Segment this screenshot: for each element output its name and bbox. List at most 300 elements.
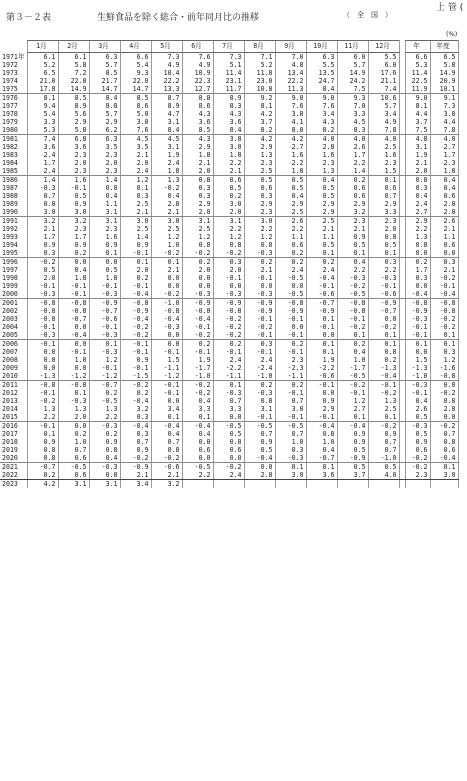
- month-value-cell: 8.2: [306, 126, 337, 135]
- month-value-cell: 0.9: [337, 233, 368, 241]
- month-value-cell: -1.3: [368, 364, 399, 372]
- month-value-cell: 0.8: [306, 430, 337, 438]
- table-row: [0, 413, 458, 422]
- month-value-cell: 3.8: [213, 135, 244, 144]
- annual-value-cell: 0.4: [405, 397, 430, 405]
- month-value-cell: 0.1: [213, 381, 244, 390]
- column-header: 12月: [368, 41, 399, 53]
- month-value-cell: 0.1: [27, 430, 58, 438]
- month-value-cell: 3.1: [89, 480, 120, 489]
- column-header: 8月: [244, 41, 275, 53]
- annual-value-cell: 3.1: [405, 143, 430, 151]
- month-value-cell: 0.4: [89, 192, 120, 200]
- table-row: [0, 446, 458, 454]
- table-row: [0, 340, 458, 349]
- table-row: [0, 323, 458, 331]
- month-value-cell: 22.8: [58, 77, 89, 85]
- year-cell: 2008: [2, 356, 18, 364]
- month-value-cell: 1.0: [58, 356, 89, 364]
- month-value-cell: 3.0: [151, 217, 182, 226]
- month-value-cell: -0.2: [213, 315, 244, 323]
- month-value-cell: 5.0: [120, 110, 151, 118]
- month-value-cell: 17.6: [368, 69, 399, 77]
- fiscal-year-value-cell: 0.0: [430, 413, 458, 422]
- month-value-cell: -0.1: [213, 274, 244, 282]
- month-value-cell: 13.3: [151, 85, 182, 94]
- month-value-cell: 0.8: [182, 241, 213, 249]
- month-value-cell: 0.0: [151, 340, 182, 349]
- month-value-cell: -0.3: [58, 397, 89, 405]
- table-row: [0, 356, 458, 364]
- month-value-cell: 0.5: [213, 184, 244, 192]
- month-value-cell: 7.6: [306, 102, 337, 110]
- month-value-cell: -0.1: [306, 413, 337, 422]
- annual-value-cell: -0.1: [405, 331, 430, 340]
- month-value-cell: -0.3: [244, 249, 275, 258]
- month-value-cell: 3.6: [182, 118, 213, 126]
- month-value-cell: 5.7: [368, 102, 399, 110]
- month-value-cell: 0.5: [244, 446, 275, 454]
- month-value-cell: -0.2: [368, 422, 399, 431]
- annual-value-cell: 0.5: [405, 413, 430, 422]
- month-value-cell: -0.4: [151, 422, 182, 431]
- table-row: [0, 77, 458, 85]
- month-value-cell: 8.3: [213, 102, 244, 110]
- month-value-cell: 0.1: [306, 315, 337, 323]
- month-value-cell: -0.5: [244, 422, 275, 431]
- month-value-cell: 0.1: [368, 340, 399, 349]
- month-value-cell: 6.2: [89, 126, 120, 135]
- annual-value-cell: 4.8: [405, 135, 430, 144]
- month-value-cell: 1.2: [182, 233, 213, 241]
- fiscal-year-value-cell: 2.3: [430, 159, 458, 167]
- page-title: 生鮮食品を除く総合・前年同月比の推移: [97, 13, 260, 23]
- month-value-cell: 14.7: [89, 85, 120, 94]
- month-value-cell: -0.8: [58, 307, 89, 315]
- month-value-cell: -0.3: [151, 323, 182, 331]
- annual-value-cell: -1.3: [405, 364, 430, 372]
- month-value-cell: 2.5: [120, 225, 151, 233]
- month-value-cell: -1.2: [58, 372, 89, 381]
- table-row: [0, 126, 458, 135]
- year-cell: 1988: [2, 192, 18, 200]
- month-value-cell: 2.2: [275, 225, 306, 233]
- month-value-cell: 1.4: [27, 176, 58, 185]
- month-value-cell: 0.1: [120, 258, 151, 267]
- table-row: [0, 225, 458, 233]
- month-value-cell: -0.2: [182, 249, 213, 258]
- month-value-cell: 2.2: [244, 225, 275, 233]
- fiscal-year-value-cell: [430, 480, 458, 489]
- month-value-cell: 8.5: [58, 94, 89, 103]
- month-value-cell: 5.8: [58, 61, 89, 69]
- fiscal-year-value-cell: 0.3: [430, 348, 458, 356]
- year-cell: 2023: [2, 480, 18, 488]
- month-value-cell: 0.9: [89, 241, 120, 249]
- month-value-cell: 0.2: [368, 356, 399, 364]
- month-value-cell: 2.5: [120, 200, 151, 208]
- month-value-cell: -1.0: [368, 454, 399, 463]
- year-cell: 1971年: [2, 52, 25, 61]
- month-value-cell: 0.0: [213, 454, 244, 463]
- month-value-cell: 0.9: [337, 430, 368, 438]
- fiscal-year-value-cell: 2.8: [430, 200, 458, 208]
- month-value-cell: 0.5: [58, 192, 89, 200]
- month-value-cell: 0.0: [58, 422, 89, 431]
- month-value-cell: 2.9: [306, 405, 337, 413]
- month-value-cell: 0.3: [213, 258, 244, 267]
- month-value-cell: -0.9: [337, 454, 368, 463]
- month-value-cell: -2.3: [275, 364, 306, 372]
- month-value-cell: -0.1: [244, 331, 275, 340]
- year-cell: 1995: [0, 249, 27, 258]
- month-value-cell: 0.1: [337, 249, 368, 258]
- month-value-cell: 8.1: [244, 102, 275, 110]
- month-value-cell: 7.0: [337, 102, 368, 110]
- fiscal-year-value-cell: 7.3: [430, 102, 458, 110]
- month-value-cell: 2.0: [368, 225, 399, 233]
- annual-value-cell: -0.2: [405, 463, 430, 472]
- month-value-cell: 2.5: [368, 143, 399, 151]
- month-value-cell: 0.8: [27, 356, 58, 364]
- month-value-cell: 2.7: [275, 143, 306, 151]
- month-value-cell: -0.3: [368, 274, 399, 282]
- month-value-cell: 2.0: [213, 266, 244, 274]
- month-value-cell: 0.4: [337, 348, 368, 356]
- month-value-cell: 1.3: [27, 405, 58, 413]
- month-value-cell: 6.1: [58, 53, 89, 62]
- month-value-cell: 2.9: [244, 200, 275, 208]
- fiscal-year-value-cell: 2.7: [430, 143, 458, 151]
- month-value-cell: -0.1: [151, 348, 182, 356]
- month-value-cell: -0.1: [275, 315, 306, 323]
- month-value-cell: 2.0: [58, 159, 89, 167]
- month-value-cell: 0.0: [89, 184, 120, 192]
- month-value-cell: 0.4: [58, 266, 89, 274]
- fiscal-year-value-cell: 6.5: [430, 53, 458, 62]
- month-value-cell: -0.4: [120, 422, 151, 431]
- month-value-cell: 2.3: [244, 208, 275, 217]
- month-value-cell: -0.8: [58, 381, 89, 390]
- month-value-cell: 1.8: [275, 167, 306, 176]
- month-value-cell: -0.1: [58, 290, 89, 299]
- month-value-cell: -0.2: [213, 249, 244, 258]
- month-value-cell: -1.7: [337, 364, 368, 372]
- month-value-cell: -0.3: [27, 331, 58, 340]
- fiscal-year-value-cell: 0.4: [430, 176, 458, 185]
- month-value-cell: 1.0: [151, 241, 182, 249]
- month-value-cell: -0.1: [151, 381, 182, 390]
- table-row: [0, 159, 458, 167]
- month-value-cell: 0.0: [151, 331, 182, 340]
- table-row: [0, 307, 458, 315]
- month-value-cell: 5.6: [58, 110, 89, 118]
- month-value-cell: 14.9: [58, 85, 89, 94]
- annual-value-cell: 2.3: [405, 471, 430, 480]
- fiscal-year-value-cell: 14.9: [430, 69, 458, 77]
- corner-text: 上 管 (: [436, 3, 464, 13]
- month-value-cell: -0.3: [89, 290, 120, 299]
- year-cell: 2003: [2, 315, 18, 323]
- month-value-cell: 8.8: [182, 94, 213, 103]
- month-value-cell: 0.8: [89, 446, 120, 454]
- fiscal-year-value-cell: -0.4: [430, 290, 458, 299]
- month-value-cell: 1.6: [275, 151, 306, 159]
- table-row: [0, 422, 458, 431]
- fiscal-year-value-cell: 2.8: [430, 208, 458, 217]
- fiscal-year-value-cell: -0.4: [430, 454, 458, 463]
- year-cell: 1997: [2, 266, 18, 274]
- table-row: [0, 454, 458, 463]
- month-value-cell: 2.0: [89, 159, 120, 167]
- fiscal-year-value-cell: -0.2: [430, 315, 458, 323]
- fiscal-year-value-cell: 3.8: [430, 110, 458, 118]
- year-cell: 1999: [2, 282, 18, 290]
- annual-value-cell: 0.0: [405, 249, 430, 258]
- column-header: 10月: [306, 41, 337, 53]
- month-value-cell: 2.0: [182, 167, 213, 176]
- month-value-cell: -0.1: [58, 282, 89, 290]
- month-value-cell: 0.5: [306, 241, 337, 249]
- month-value-cell: 2.1: [120, 151, 151, 159]
- month-value-cell: 22.2: [151, 77, 182, 85]
- month-value-cell: 0.7: [368, 446, 399, 454]
- month-value-cell: 2.0: [182, 208, 213, 217]
- month-value-cell: -0.1: [27, 282, 58, 290]
- month-value-cell: 2.9: [337, 200, 368, 208]
- month-value-cell: 0.1: [368, 331, 399, 340]
- month-value-cell: -0.2: [27, 258, 58, 267]
- month-value-cell: -0.9: [182, 299, 213, 308]
- month-value-cell: 0.8: [151, 446, 182, 454]
- month-value-cell: 2.4: [151, 159, 182, 167]
- year-cell: 2002: [2, 307, 18, 315]
- table-row: [0, 389, 458, 397]
- table-row: [0, 282, 458, 290]
- table-row: [0, 258, 458, 267]
- month-value-cell: 8.4: [213, 126, 244, 135]
- month-value-cell: 10.4: [151, 69, 182, 77]
- table-row: [0, 200, 458, 208]
- month-value-cell: 0.4: [182, 397, 213, 405]
- annual-value-cell: 3.7: [405, 118, 430, 126]
- month-value-cell: 8.5: [89, 69, 120, 77]
- month-value-cell: 0.4: [306, 176, 337, 185]
- month-value-cell: 0.1: [368, 176, 399, 185]
- annual-value-cell: 2.1: [405, 159, 430, 167]
- month-value-cell: -0.2: [151, 290, 182, 299]
- month-value-cell: 2.5: [275, 208, 306, 217]
- month-value-cell: 2.9: [275, 200, 306, 208]
- month-value-cell: 0.2: [182, 258, 213, 267]
- month-value-cell: -0.3: [213, 389, 244, 397]
- month-value-cell: -1.2: [89, 372, 120, 381]
- month-value-cell: 1.2: [244, 233, 275, 241]
- month-value-cell: 9.0: [275, 94, 306, 103]
- month-value-cell: [306, 480, 337, 489]
- month-value-cell: 0.9: [337, 438, 368, 446]
- month-value-cell: 0.5: [368, 241, 399, 249]
- year-cell: 1983: [2, 151, 18, 159]
- fiscal-year-value-cell: -0.2: [430, 389, 458, 397]
- month-value-cell: 2.8: [306, 143, 337, 151]
- month-value-cell: -0.3: [89, 463, 120, 472]
- year-cell: 2007: [2, 348, 18, 356]
- table-row: [0, 143, 458, 151]
- month-value-cell: 5.1: [213, 61, 244, 69]
- column-header: 3月: [89, 41, 120, 53]
- year-cell: 2018: [2, 438, 18, 446]
- month-value-cell: 3.1: [151, 118, 182, 126]
- month-value-cell: 6.1: [27, 53, 58, 62]
- month-value-cell: 0.0: [27, 364, 58, 372]
- fiscal-year-value-cell: 2.8: [430, 405, 458, 413]
- month-value-cell: -0.3: [244, 290, 275, 299]
- month-value-cell: -0.1: [275, 389, 306, 397]
- month-value-cell: -0.1: [58, 348, 89, 356]
- annual-value-cell: 0.4: [405, 192, 430, 200]
- month-value-cell: 2.3: [368, 217, 399, 226]
- fiscal-year-value-cell: 0.1: [430, 331, 458, 340]
- month-value-cell: 0.2: [89, 430, 120, 438]
- year-cell: 1991: [2, 217, 18, 225]
- table-row: [0, 85, 458, 94]
- month-value-cell: 3.4: [368, 110, 399, 118]
- month-value-cell: 7.1: [244, 53, 275, 62]
- month-value-cell: 1.5: [368, 167, 399, 176]
- fiscal-year-value-cell: 1.8: [430, 167, 458, 176]
- month-value-cell: 0.2: [120, 274, 151, 282]
- month-value-cell: 0.3: [368, 258, 399, 267]
- month-value-cell: 2.1: [337, 225, 368, 233]
- year-cell: 1998: [2, 274, 18, 282]
- month-value-cell: 0.6: [275, 241, 306, 249]
- year-cell: 2012: [2, 389, 18, 397]
- annual-value-cell: 4.4: [405, 110, 430, 118]
- month-value-cell: 0.1: [58, 389, 89, 397]
- month-value-cell: 2.1: [182, 159, 213, 167]
- month-value-cell: 2.4: [244, 356, 275, 364]
- month-value-cell: 2.4: [306, 266, 337, 274]
- month-value-cell: 3.6: [306, 471, 337, 480]
- month-value-cell: -0.2: [337, 323, 368, 331]
- month-value-cell: -0.3: [244, 389, 275, 397]
- annual-value-cell: -0.3: [405, 381, 430, 390]
- month-value-cell: -0.5: [275, 290, 306, 299]
- month-value-cell: 0.1: [182, 413, 213, 422]
- month-value-cell: 2.5: [306, 217, 337, 226]
- month-value-cell: 0.3: [120, 430, 151, 438]
- table-row: [0, 176, 458, 185]
- fiscal-year-value-cell: 0.4: [430, 184, 458, 192]
- month-value-cell: 1.3: [151, 176, 182, 185]
- month-value-cell: 1.9: [182, 356, 213, 364]
- month-value-cell: -1.0: [151, 299, 182, 308]
- month-value-cell: 2.2: [368, 266, 399, 274]
- month-value-cell: 0.4: [151, 430, 182, 438]
- month-value-cell: -0.1: [275, 348, 306, 356]
- month-value-cell: 4.9: [182, 61, 213, 69]
- month-value-cell: -0.1: [89, 282, 120, 290]
- month-value-cell: -0.6: [89, 315, 120, 323]
- month-value-cell: -0.2: [120, 454, 151, 463]
- month-value-cell: 7.6: [275, 102, 306, 110]
- month-value-cell: 3.6: [58, 143, 89, 151]
- table-row: [0, 94, 458, 103]
- month-value-cell: -0.2: [120, 381, 151, 390]
- year-cell: 1986: [2, 176, 18, 184]
- table-number: 第３－２表: [6, 13, 52, 23]
- month-value-cell: -0.5: [182, 463, 213, 472]
- month-value-cell: 0.3: [182, 192, 213, 200]
- month-value-cell: 0.3: [275, 446, 306, 454]
- month-value-cell: 0.0: [275, 323, 306, 331]
- month-value-cell: 3.3: [213, 405, 244, 413]
- month-value-cell: 0.0: [182, 454, 213, 463]
- table-row: [0, 315, 458, 323]
- annual-value-cell: 0.2: [405, 258, 430, 267]
- month-value-cell: -0.8: [120, 299, 151, 308]
- table-row: [0, 430, 458, 438]
- month-value-cell: 0.4: [182, 430, 213, 438]
- month-value-cell: 1.1: [89, 200, 120, 208]
- month-value-cell: -2.4: [244, 364, 275, 372]
- month-value-cell: 0.7: [368, 192, 399, 200]
- fiscal-year-value-cell: 2.6: [430, 217, 458, 226]
- month-value-cell: 13.5: [306, 69, 337, 77]
- month-value-cell: 8.4: [151, 126, 182, 135]
- table-row: [0, 167, 458, 176]
- month-value-cell: -0.8: [213, 307, 244, 315]
- table-row: [0, 135, 458, 144]
- month-value-cell: [213, 480, 244, 489]
- month-value-cell: 4.0: [368, 135, 399, 144]
- month-value-cell: 2.5: [151, 225, 182, 233]
- cpi-table: [0, 40, 459, 488]
- month-value-cell: 2.9: [58, 118, 89, 126]
- month-value-cell: 21.0: [27, 77, 58, 85]
- annual-value-cell: 0.8: [405, 176, 430, 185]
- month-value-cell: 2.2: [213, 159, 244, 167]
- fiscal-year-value-cell: 1.7: [430, 151, 458, 159]
- table-row: [0, 480, 458, 489]
- month-value-cell: 2.3: [58, 167, 89, 176]
- table-row: [0, 405, 458, 413]
- month-value-cell: 9.2: [244, 94, 275, 103]
- month-value-cell: 1.9: [306, 356, 337, 364]
- month-value-cell: 0.6: [244, 184, 275, 192]
- month-value-cell: 0.5: [337, 463, 368, 472]
- month-value-cell: 0.2: [337, 340, 368, 349]
- month-value-cell: 0.1: [337, 331, 368, 340]
- fiscal-year-value-cell: 0.6: [430, 192, 458, 200]
- column-header: 年: [405, 41, 430, 53]
- month-value-cell: 0.4: [275, 192, 306, 200]
- month-value-cell: -0.9: [120, 307, 151, 315]
- year-cell: 2005: [0, 331, 27, 340]
- fiscal-year-value-cell: 20.9: [430, 77, 458, 85]
- month-value-cell: 0.6: [58, 454, 89, 463]
- month-value-cell: 5.4: [120, 61, 151, 69]
- year-cell: 1978: [2, 110, 18, 118]
- fiscal-year-value-cell: 0.6: [430, 446, 458, 454]
- month-value-cell: 0.4: [151, 192, 182, 200]
- month-value-cell: 1.8: [58, 274, 89, 282]
- month-value-cell: -0.2: [120, 331, 151, 340]
- month-value-cell: 7.3: [213, 53, 244, 62]
- month-value-cell: 0.0: [213, 282, 244, 290]
- fiscal-year-value-cell: 3.0: [430, 471, 458, 480]
